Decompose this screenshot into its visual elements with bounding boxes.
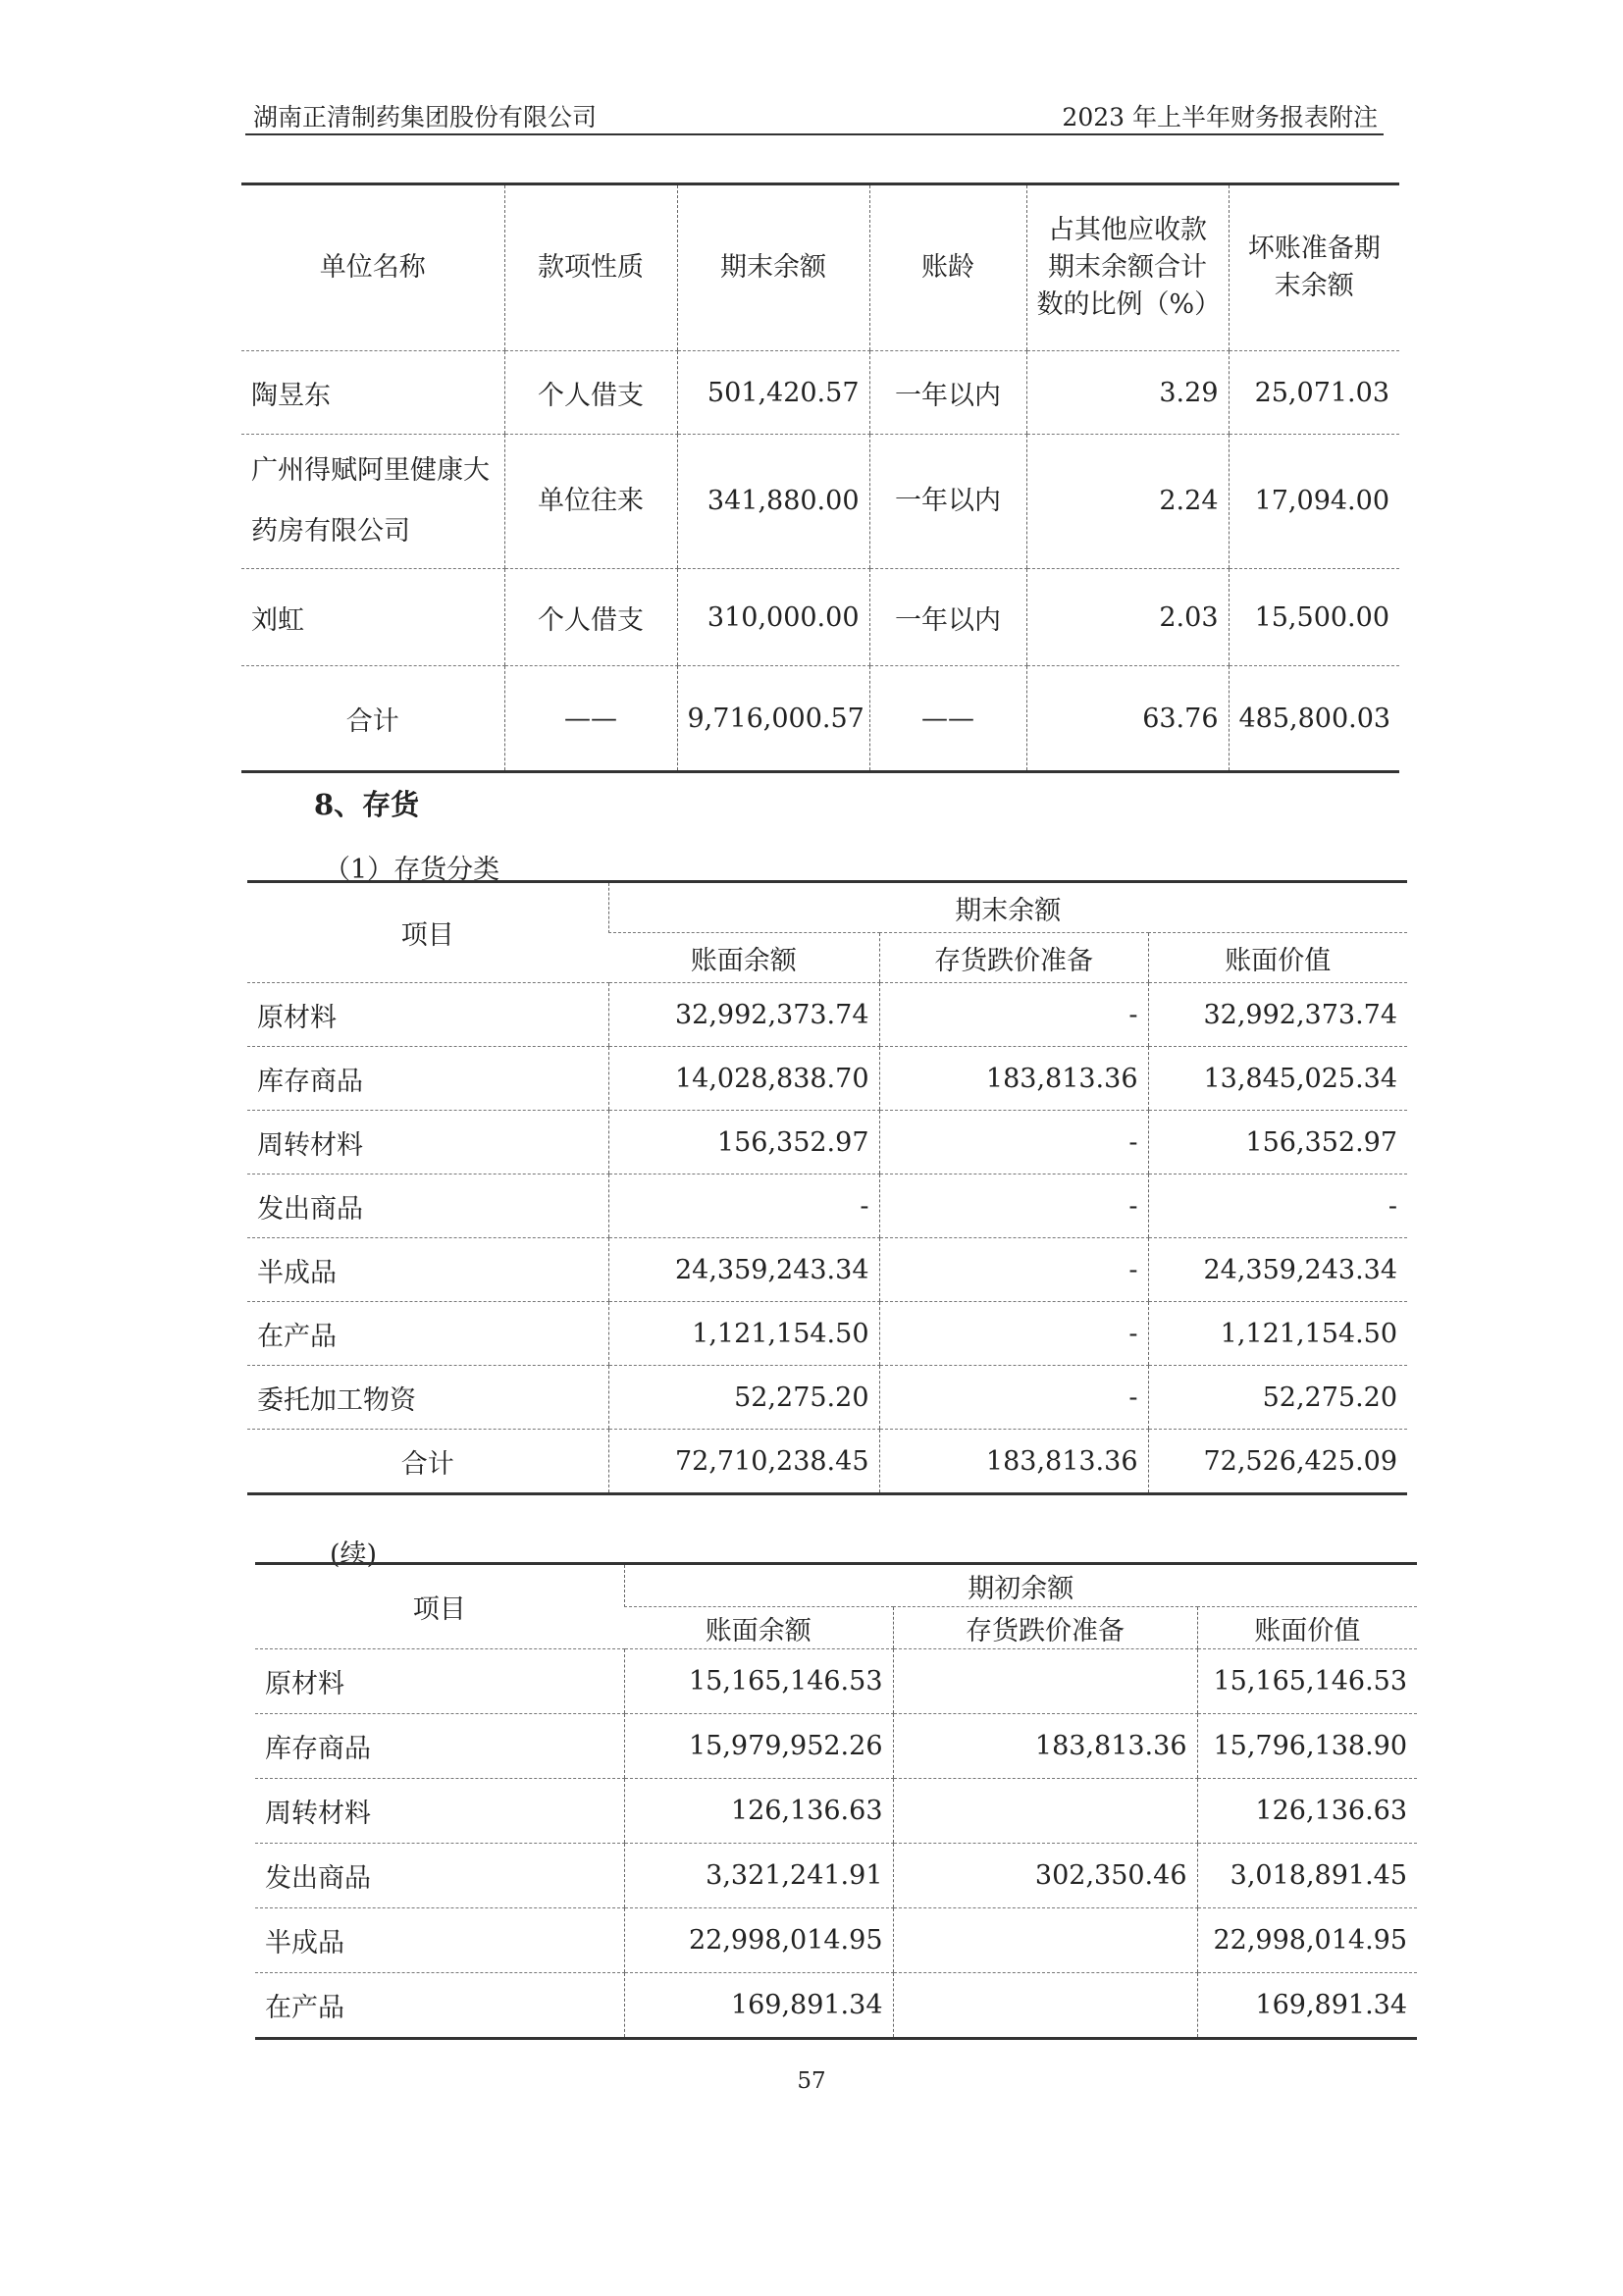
cell-provision (893, 1973, 1197, 2039)
cell-item: 发出商品 (255, 1844, 624, 1908)
total-row (247, 1430, 1407, 1494)
table-row (241, 351, 1399, 435)
cell-value: 3,018,891.45 (1197, 1844, 1417, 1908)
cell-item: 原材料 (255, 1649, 624, 1714)
cell-value: 126,136.63 (1197, 1779, 1417, 1844)
cell-item: 在产品 (255, 1973, 624, 2039)
cell-item: 半成品 (247, 1238, 608, 1302)
cell-ratio: 3.29 (1026, 351, 1229, 435)
cell-book: 22,998,014.95 (624, 1908, 893, 1973)
cell-value: 15,796,138.90 (1197, 1714, 1417, 1779)
cell-value: 52,275.20 (1148, 1366, 1407, 1430)
cell-ratio: 2.03 (1026, 569, 1229, 666)
cell-value: 24,359,243.34 (1148, 1238, 1407, 1302)
cell-provision: 17,094.00 (1229, 435, 1399, 569)
table-row (247, 1238, 1407, 1302)
col-header-item: 项目 (255, 1564, 624, 1649)
table-row (247, 983, 1407, 1047)
cell-provision (893, 1779, 1197, 1844)
page-number: 57 (797, 2068, 826, 2094)
cell-book: 24,359,243.34 (608, 1238, 879, 1302)
col-header-item: 项目 (247, 882, 608, 983)
cell-nature: 单位往来 (504, 435, 677, 569)
cell-book: 126,136.63 (624, 1779, 893, 1844)
cell-balance: 9,716,000.57 (677, 666, 869, 772)
cell-value: 169,891.34 (1197, 1973, 1417, 2039)
cell-value: 156,352.97 (1148, 1111, 1407, 1174)
cell-provision: 485,800.03 (1229, 666, 1399, 772)
cell-nature: 个人借支 (504, 351, 677, 435)
cell-book: 72,710,238.45 (608, 1430, 879, 1494)
cell-ratio: 63.76 (1026, 666, 1229, 772)
continued-label: (续) (330, 1539, 378, 1570)
report-title: 2023 年上半年财务报表附注 (1062, 103, 1378, 131)
table-header-row (255, 1564, 1417, 1607)
cell-provision: 183,813.36 (879, 1047, 1148, 1111)
cell-provision: - (879, 1366, 1148, 1430)
cell-age: —— (869, 666, 1026, 772)
table-row (247, 1111, 1407, 1174)
cell-age: 一年以内 (869, 435, 1026, 569)
table-row (255, 1844, 1417, 1908)
table-row (241, 569, 1399, 666)
table-row (255, 1973, 1417, 2039)
cell-book: 52,275.20 (608, 1366, 879, 1430)
cell-provision: - (879, 1238, 1148, 1302)
cell-nature: —— (504, 666, 677, 772)
cell-provision: - (879, 1111, 1148, 1174)
subsection-title: （1）存货分类 (324, 855, 500, 885)
cell-value: 1,121,154.50 (1148, 1302, 1407, 1366)
cell-book: 15,165,146.53 (624, 1649, 893, 1714)
cell-book: 169,891.34 (624, 1973, 893, 2039)
header-rule (245, 133, 1384, 135)
cell-age: 一年以内 (869, 351, 1026, 435)
cell-item: 原材料 (247, 983, 608, 1047)
col-header-provision: 存货跌价准备 (879, 933, 1148, 983)
cell-balance: 341,880.00 (677, 435, 869, 569)
cell-book: 1,121,154.50 (608, 1302, 879, 1366)
cell-item: 半成品 (255, 1908, 624, 1973)
table-row (241, 435, 1399, 569)
table-row (247, 1366, 1407, 1430)
cell-total-label: 合计 (247, 1430, 608, 1494)
table-row (247, 1174, 1407, 1238)
cell-provision: - (879, 983, 1148, 1047)
receivables-table (241, 183, 1399, 773)
col-header-value: 账面价值 (1197, 1607, 1417, 1649)
cell-value: 32,992,373.74 (1148, 983, 1407, 1047)
cell-item: 在产品 (247, 1302, 608, 1366)
cell-balance: 310,000.00 (677, 569, 869, 666)
col-header-nature: 款项性质 (504, 184, 677, 351)
cell-item: 库存商品 (247, 1047, 608, 1111)
table-row (247, 1302, 1407, 1366)
inventory-end-table (247, 880, 1407, 1495)
cell-value: 72,526,425.09 (1148, 1430, 1407, 1494)
cell-name: 广州得赋阿里健康大药房有限公司 (241, 435, 504, 569)
col-header-provision: 存货跌价准备 (893, 1607, 1197, 1649)
cell-ratio: 2.24 (1026, 435, 1229, 569)
group-header: 期初余额 (624, 1564, 1417, 1607)
table-row (247, 1047, 1407, 1111)
inventory-begin-table (255, 1562, 1417, 2040)
company-name: 湖南正清制药集团股份有限公司 (253, 103, 598, 131)
col-header-book: 账面余额 (608, 933, 879, 983)
cell-provision: - (879, 1174, 1148, 1238)
cell-provision: 183,813.36 (893, 1714, 1197, 1779)
col-header-age: 账龄 (869, 184, 1026, 351)
cell-book: 14,028,838.70 (608, 1047, 879, 1111)
table-row (255, 1649, 1417, 1714)
cell-book: 15,979,952.26 (624, 1714, 893, 1779)
cell-book: 3,321,241.91 (624, 1844, 893, 1908)
cell-provision (893, 1649, 1197, 1714)
col-header-value: 账面价值 (1148, 933, 1407, 983)
cell-book: 156,352.97 (608, 1111, 879, 1174)
cell-value: 15,165,146.53 (1197, 1649, 1417, 1714)
group-header: 期末余额 (608, 882, 1407, 933)
col-header-provision: 坏账准备期末余额 (1229, 184, 1399, 351)
cell-balance: 501,420.57 (677, 351, 869, 435)
section-title: 8、存货 (314, 788, 420, 821)
col-header-ratio: 占其他应收款期末余额合计数的比例（%） (1026, 184, 1229, 351)
cell-nature: 个人借支 (504, 569, 677, 666)
col-header-book: 账面余额 (624, 1607, 893, 1649)
cell-provision: 15,500.00 (1229, 569, 1399, 666)
cell-provision: 302,350.46 (893, 1844, 1197, 1908)
cell-provision: 25,071.03 (1229, 351, 1399, 435)
cell-book: 32,992,373.74 (608, 983, 879, 1047)
cell-age: 一年以内 (869, 569, 1026, 666)
col-header-balance: 期末余额 (677, 184, 869, 351)
cell-item: 委托加工物资 (247, 1366, 608, 1430)
table-header-row (247, 882, 1407, 933)
cell-provision: 183,813.36 (879, 1430, 1148, 1494)
cell-provision (893, 1908, 1197, 1973)
cell-item: 库存商品 (255, 1714, 624, 1779)
cell-value: - (1148, 1174, 1407, 1238)
cell-item: 发出商品 (247, 1174, 608, 1238)
cell-name: 陶昱东 (241, 351, 504, 435)
table-row (255, 1908, 1417, 1973)
cell-item: 周转材料 (247, 1111, 608, 1174)
total-row (241, 666, 1399, 772)
cell-value: 22,998,014.95 (1197, 1908, 1417, 1973)
table-row (255, 1779, 1417, 1844)
table-row (255, 1714, 1417, 1779)
table-header-row (241, 184, 1399, 351)
cell-provision: - (879, 1302, 1148, 1366)
cell-item: 周转材料 (255, 1779, 624, 1844)
cell-name: 刘虹 (241, 569, 504, 666)
cell-book: - (608, 1174, 879, 1238)
col-header-name: 单位名称 (241, 184, 504, 351)
cell-value: 13,845,025.34 (1148, 1047, 1407, 1111)
cell-total-label: 合计 (241, 666, 504, 772)
